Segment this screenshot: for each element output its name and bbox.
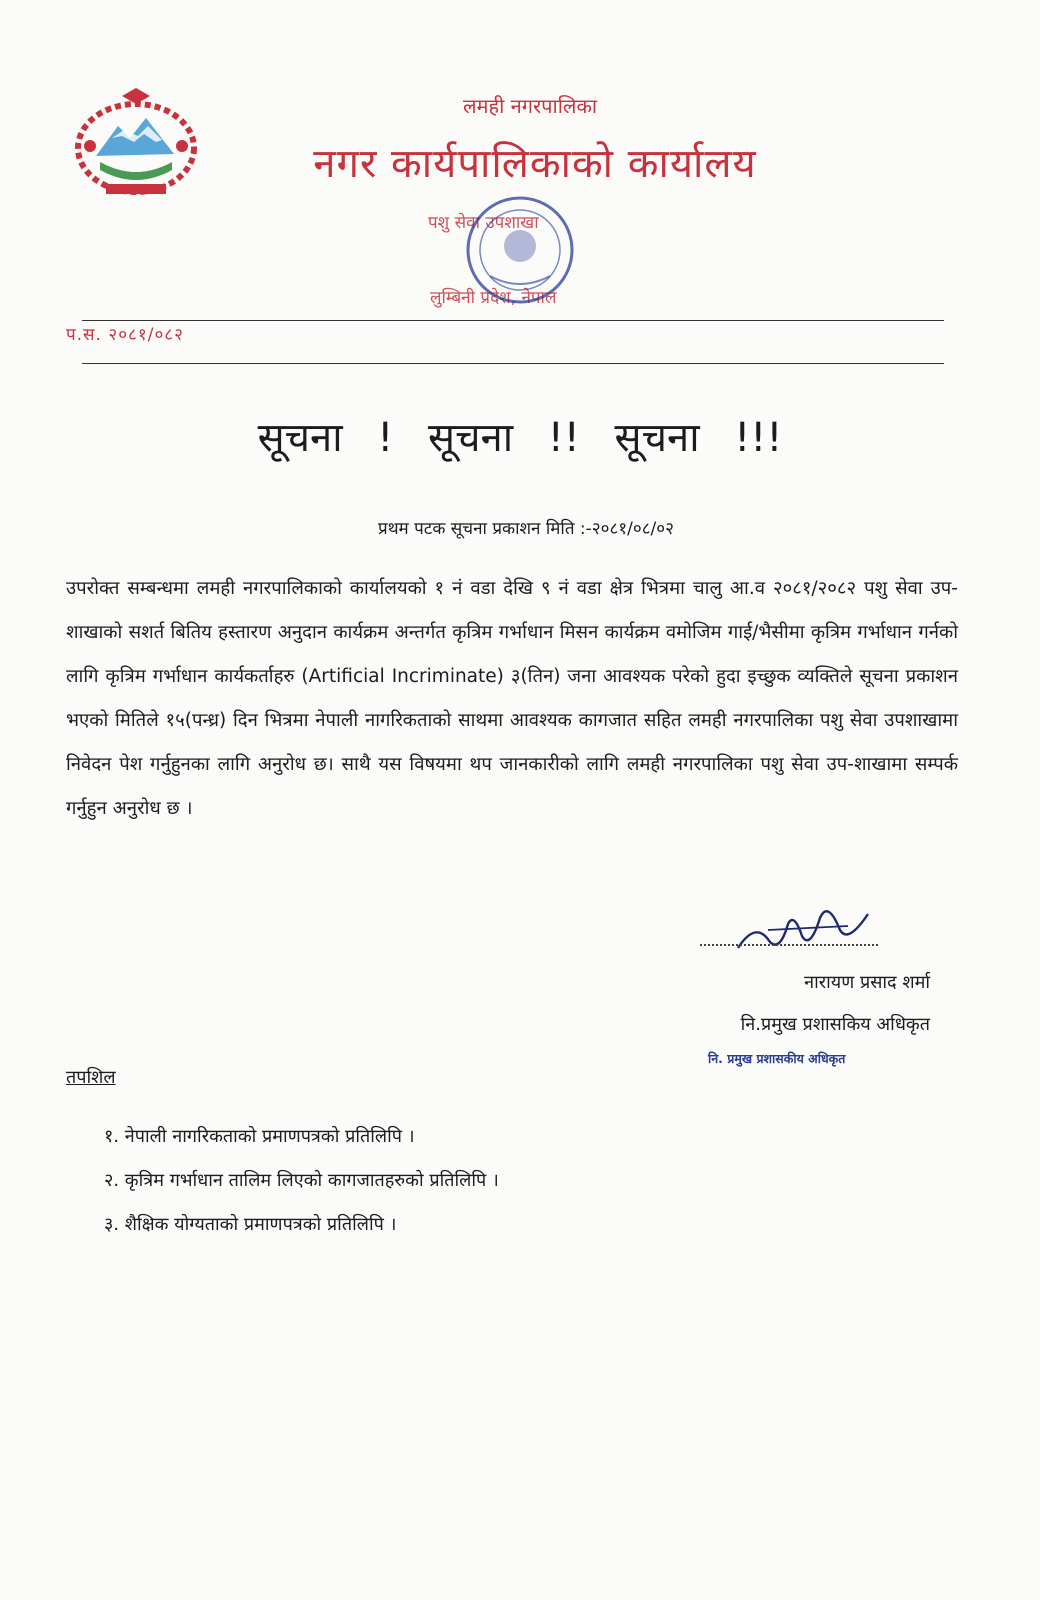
municipality-name: लमही नगरपालिका	[462, 94, 598, 118]
signature-line	[700, 944, 878, 946]
list-item: २. कृत्रिम गर्भाधान तालिम लिएको कागजातहरुको प्रतिलिपि ।	[104, 1170, 499, 1191]
notice-body: उपरोक्त सम्बन्धमा लमही नगरपालिकाको कार्यालयको १ नं वडा देखि ९ नं वडा क्षेत्र भित्रमा चालु आ.व २०८१/२०८२ पशु सेवा उप-शाखाको सशर्त बितिय हस्तारण अनुदान कार्यक्रम अन्तर्गत कृत्रिम गर्भाधान मिसन कार्यक्रम वमोजिम गाई/भैसीमा कृत्रिम गर्भाधान गर्नको लागि कृत्रिम गर्भाधान कार्यकर्ताहरु (Artificial Incriminate) ३(तिन) जना आवश्यक परेको हुदा इच्छुक व्यक्तिले सूचना प्रकाशन भएको मितिले १५(पन्ध्र) दिन भित्रमा नेपाली नागरिकताको साथमा आवश्यक कागजात सहित लमही नगरपालिका पशु सेवा उपशाखामा निवेदन पेश गर्नुहुनका लागि अनुरोध छ। साथै यस विषयमा थप जानकारीको लागि लमही नगरपालिका पशु सेवा उप-शाखामा सम्पर्क गर्नुहुन अनुरोध छ ।	[66, 578, 958, 819]
signature-icon	[728, 890, 878, 960]
office-stamp-icon	[450, 188, 600, 328]
office-address: लुम्बिनी प्रदेश, नेपाल	[430, 288, 557, 308]
list-item: ३. शैक्षिक योग्यताको प्रमाणपत्रको प्रतिलिपि ।	[104, 1214, 397, 1235]
annex-heading: तपशिल	[66, 1067, 116, 1088]
office-department: पशु सेवा उपशाखा	[428, 213, 539, 233]
publication-date: प्रथम पटक सूचना प्रकाशन मिति :-२०८१/०८/०२	[378, 519, 674, 539]
reference-divider	[82, 363, 944, 364]
notice-headline: सूचना ! सूचना !! सूचना !!!	[257, 415, 783, 461]
reference-number: प.स. २०८१/०८२	[66, 325, 184, 345]
signatory-title: नि.प्रमुख प्रशासकिय अधिकृत	[740, 1014, 930, 1035]
annex-list	[104, 1122, 804, 1254]
signatory-seal: नि. प्रमुख प्रशासकीय अधिकृत	[708, 1051, 846, 1066]
list-item: १. नेपाली नागरिकताको प्रमाणपत्रको प्रतिलिपि ।	[104, 1126, 415, 1147]
header-divider	[82, 320, 944, 321]
office-title: नगर कार्यपालिकाको कार्यालय	[313, 141, 757, 187]
signatory-name: नारायण प्रसाद शर्मा	[804, 972, 930, 993]
